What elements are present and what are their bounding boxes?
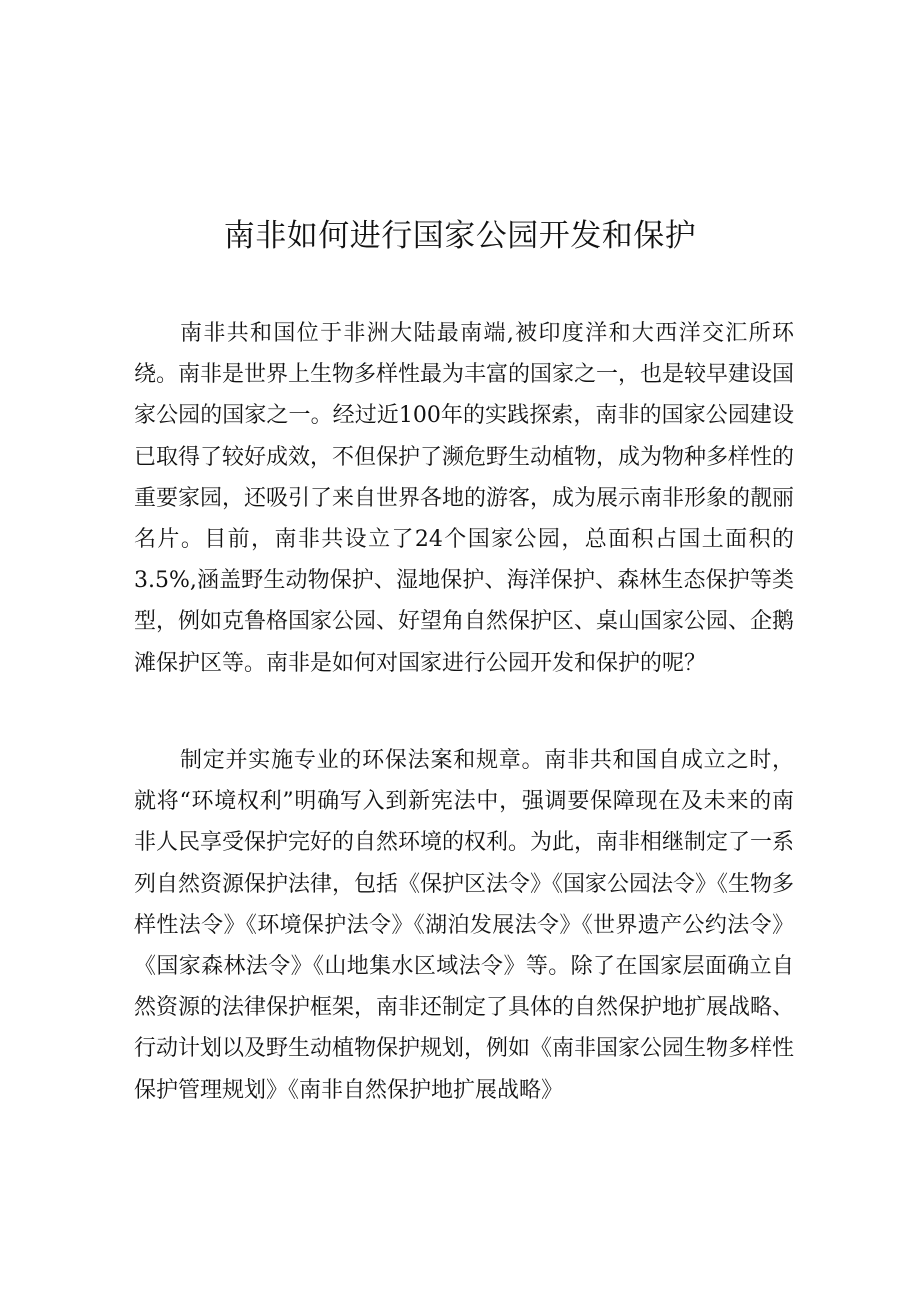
paragraph-intro: 南非共和国位于非洲大陆最南端,被印度洋和大西洋交汇所环绕。南非是世界上生物多样性最为丰富的国家之一，也是较早建设国家公园的国家之一。经过近100年的实践探索，南非的国家公园建设已取得了较好成效，不但保护了濒危野生动植物，成为物种多样性的重要家园，还吸引了来自世界各地的游客，成为展示南非形象的靓丽名片。目前，南非共设立了24个国家公园，总面积占国土面积的3.5%,涵盖野生动物保护、湿地保护、海洋保护、森林生态保护等类型，例如克鲁格国家公园、好望角自然保护区、桌山国家公园、企鹅滩保护区等。南非是如何对国家进行公园开发和保护的呢？ (134, 321, 795, 676)
document-title: 南非如何进行国家公园开发和保护 (223, 218, 697, 254)
paragraph-legislation: 制定并实施专业的环保法案和规章。南非共和国自成立之时，就将“环境权利”明确写入到新宪法中，强调要保障现在及未来的南非人民享受保护完好的自然环境的权利。为此，南非相继制定了一系列自然资源保护法律，包括《保护区法令》《国家公园法令》《生物多样性法令》《环境保护法令》《湖泊发展法令》《世界遗产公约法令》《国家森林法令》《山地集水区域法令》等。除了在国家层面确立自然资源的法律保护框架，南非还制定了具体的自然保护地扩展战略、行动计划以及野生动植物保护规划，例如《南非国家公园生物多样性保护管理规划》《南非自然保护地扩展战略》 (134, 748, 795, 1103)
